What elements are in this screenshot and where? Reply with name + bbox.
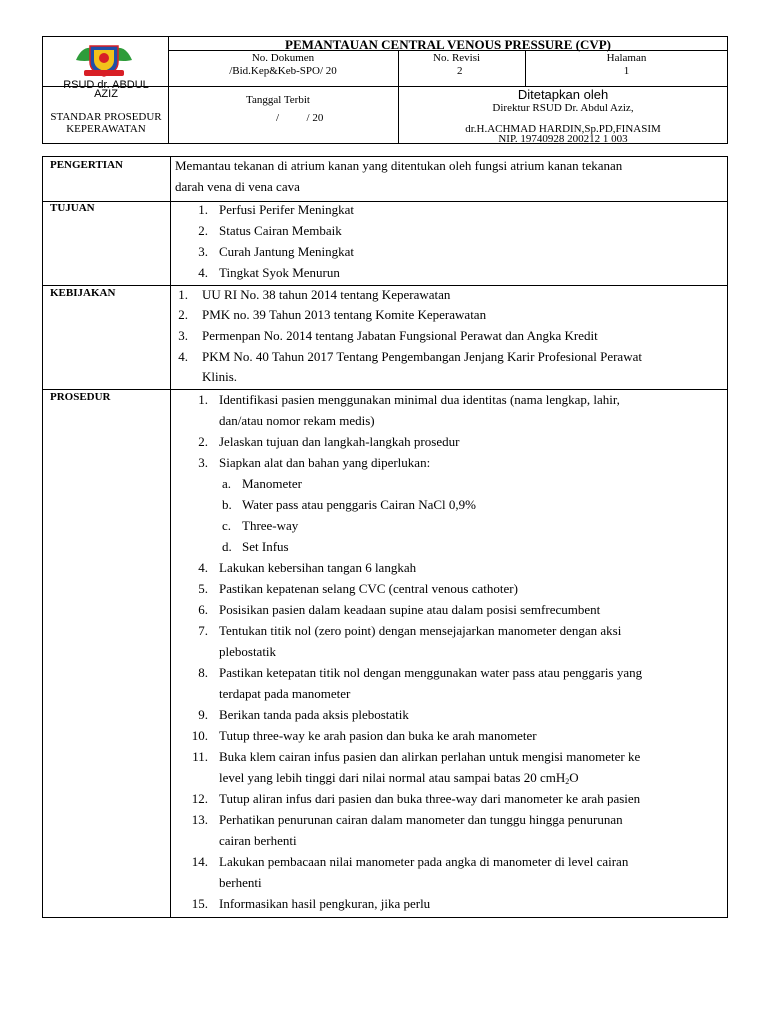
- issue-date-label: Tanggal Terbit: [246, 94, 310, 106]
- pengertian-text-line2: darah vena di vena cava: [175, 179, 300, 194]
- list-number: 2.: [198, 434, 208, 449]
- doc-number-label: No. Dokumen: [251, 52, 315, 64]
- list-number: 7.: [198, 623, 208, 638]
- director-name: dr.H.ACHMAD HARDIN,Sp.PD,FINASIM: [465, 123, 661, 135]
- page-label: Halaman: [606, 52, 647, 64]
- list-number: 9.: [198, 707, 208, 722]
- page-value: 1: [623, 65, 630, 77]
- kebijakan-item: UU RI No. 38 tahun 2014 tentang Keperawatan: [202, 287, 451, 302]
- list-number: 1.: [198, 202, 208, 217]
- prosedur-step: Pastikan ketepatan titik nol dengan menggunakan water pass atau penggaris yang: [219, 665, 643, 680]
- kebijakan-item: PMK no. 39 Tahun 2013 tentang Komite Keperawatan: [202, 307, 487, 322]
- pengertian-text-line1: Memantau tekanan di atrium kanan yang ditentukan oleh fungsi atrium kanan tekanan: [175, 158, 623, 173]
- list-number: 14.: [191, 854, 208, 869]
- sub-list-letter: b.: [222, 497, 232, 512]
- list-number: 13.: [191, 812, 208, 827]
- revision-label: No. Revisi: [433, 52, 481, 64]
- prosedur-step-cont: [219, 770, 579, 786]
- list-number: 12.: [191, 791, 208, 806]
- section-label-pengertian: PENGERTIAN: [50, 159, 123, 171]
- set-by-label: Ditetapkan oleh: [517, 87, 609, 102]
- column-divider: [170, 156, 171, 918]
- prosedur-step: Identifikasi pasien menggunakan minimal dua identitas (nama lengkap, lahir,: [219, 392, 620, 407]
- hospital-name-line2: AZIZ: [94, 88, 118, 100]
- section-label-prosedur: PROSEDUR: [50, 391, 111, 403]
- prosedur-substep: Manometer: [242, 476, 302, 491]
- prosedur-substep: Set Infus: [242, 539, 289, 554]
- director-nip: NIP. 19740928 200212 1 003: [498, 133, 628, 145]
- prosedur-step: Berikan tanda pada aksis plebostatik: [219, 707, 409, 722]
- sub-list-letter: d.: [222, 539, 232, 554]
- row-divider: [42, 285, 728, 286]
- list-number: 4.: [198, 560, 208, 575]
- hospital-name: [62, 81, 150, 99]
- list-number: 2.: [198, 223, 208, 238]
- hospital-name-line1: RSUD dr. ABDUL: [63, 79, 149, 91]
- sop-type: [48, 111, 164, 135]
- prosedur-step: Pastikan kepatenan selang CVC (central venous cathoter): [219, 581, 518, 596]
- tujuan-item: Status Cairan Membaik: [219, 223, 342, 238]
- list-number: 3.: [178, 328, 188, 343]
- tujuan-item: Perfusi Perifer Meningkat: [219, 202, 355, 217]
- doc-number-value: /Bid.Kep&Keb-SPO/ 20: [229, 65, 337, 77]
- list-number: 15.: [191, 896, 208, 911]
- list-number: 1.: [198, 392, 208, 407]
- tujuan-item: Tingkat Syok Menurun: [219, 265, 340, 280]
- prosedur-step-cont-end: O: [569, 770, 579, 785]
- sub-list-letter: a.: [222, 476, 232, 491]
- prosedur-step: Lakukan pembacaan nilai manometer pada angka di manometer di level cairan: [219, 854, 629, 869]
- issue-date-value: / / 20: [276, 112, 324, 124]
- prosedur-step-cont-text: level yang lebih tinggi dari nilai normal atau sampai batas 20 cmH: [219, 770, 566, 785]
- prosedur-step: Tentukan titik nol (zero point) dengan mensejajarkan manometer dengan aksi: [219, 623, 622, 638]
- kebijakan-item-continuation: Klinis.: [202, 369, 238, 384]
- kebijakan-item: Permenpan No. 2014 tentang Jabatan Fungsional Perawat dan Angka Kredit: [202, 328, 598, 343]
- section-label-tujuan: TUJUAN: [50, 202, 95, 214]
- prosedur-step: Jelaskan tujuan dan langkah-langkah prosedur: [219, 434, 460, 449]
- prosedur-step-cont: plebostatik: [219, 644, 277, 659]
- sub-list-letter: c.: [222, 518, 232, 533]
- prosedur-step: Buka klem cairan infus pasien dan alirkan perlahan untuk mengisi manometer ke: [219, 749, 641, 764]
- list-number: 3.: [198, 244, 208, 259]
- kebijakan-item: PKM No. 40 Tahun 2017 Tentang Pengembangan Jenjang Karir Profesional Perawat: [202, 349, 642, 364]
- prosedur-step-cont: cairan berhenti: [219, 833, 297, 848]
- prosedur-step-cont: terdapat pada manometer: [219, 686, 351, 701]
- sop-type-line2: KEPERAWATAN: [66, 123, 146, 135]
- prosedur-step-cont: dan/atau nomor rekam medis): [219, 413, 375, 428]
- revision-value: 2: [457, 65, 463, 77]
- row-divider: [42, 389, 728, 390]
- prosedur-step-cont: berhenti: [219, 875, 262, 890]
- prosedur-step: Tutup aliran infus dari pasien dan buka three-way dari manometer ke arah pasien: [219, 791, 641, 806]
- list-number: 4.: [198, 265, 208, 280]
- subscript-two: 2: [565, 777, 570, 786]
- list-number: 10.: [191, 728, 208, 743]
- list-number: 3.: [198, 455, 208, 470]
- list-number: 6.: [198, 602, 208, 617]
- list-number: 8.: [198, 665, 208, 680]
- prosedur-substep: Water pass atau penggaris Cairan NaCl 0,9%: [242, 497, 476, 512]
- prosedur-step: Lakukan kebersihan tangan 6 langkah: [219, 560, 417, 575]
- hospital-logo: [72, 40, 136, 78]
- prosedur-substep: Three-way: [242, 518, 299, 533]
- prosedur-step: Tutup three-way ke arah pasion dan buka ke arah manometer: [219, 728, 537, 743]
- list-number: 2.: [178, 307, 188, 322]
- tujuan-item: Curah Jantung Meningkat: [219, 244, 355, 259]
- sop-type-line1: STANDAR PROSEDUR: [50, 111, 162, 123]
- prosedur-step: Informasikan hasil pengkuran, jika perlu: [219, 896, 431, 911]
- prosedur-step: Perhatikan penurunan cairan dalam manometer dan tunggu hingga penurunan: [219, 812, 623, 827]
- document-title: PEMANTAUAN CENTRAL VENOUS PRESSURE (CVP): [285, 37, 611, 52]
- list-number: 11.: [192, 749, 208, 764]
- row-divider: [42, 201, 728, 202]
- prosedur-step: Siapkan alat dan bahan yang diperlukan:: [219, 455, 431, 470]
- section-label-kebijakan: KEBIJAKAN: [50, 287, 116, 299]
- list-number: 4.: [178, 349, 188, 364]
- prosedur-step: Posisikan pasien dalam keadaan supine atau dalam posisi semfrecumbent: [219, 602, 601, 617]
- list-number: 1.: [178, 287, 188, 302]
- list-number: 5.: [198, 581, 208, 596]
- director-title: Direktur RSUD Dr. Abdul Aziz,: [492, 102, 634, 114]
